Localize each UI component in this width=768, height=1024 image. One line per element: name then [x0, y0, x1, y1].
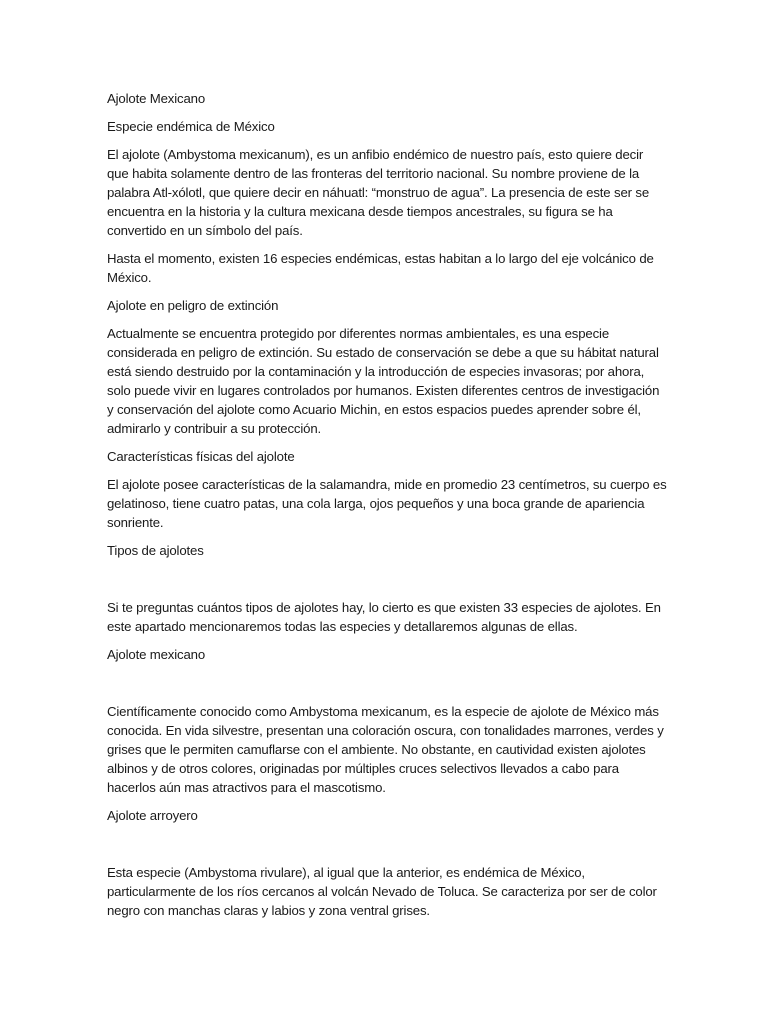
section-heading-extinction: Ajolote en peligro de extinción [107, 298, 279, 313]
section-body-arroyero: Esta especie (Ambystoma rivulare), al igual que la anterior, es endémica de México, particularmente de los ríos cercanos al volcán Nevado de Toluca. Se caracteriza por ser de color negro con manchas claras y labios y zona ventral grises. [107, 865, 657, 918]
document-subtitle: Especie endémica de México [107, 119, 275, 134]
document-body [107, 89, 667, 929]
intro-paragraph: El ajolote (Ambystoma mexicanum), es un anfibio endémico de nuestro país, esto quiere decir que habita solamente dentro de las fronteras del territorio nacional. Su nombre proviene de la palabra Atl-xólotl, que quiere decir en náhuatl: “monstruo de agua”. La presencia de este ser se encuentra en la historia y la cultura mexicana desde tiempos ancestrales, su figura se ha convertido en un símbolo del país. [107, 147, 650, 238]
document-title: Ajolote Mexicano [107, 91, 206, 106]
section-heading-types: Tipos de ajolotes [107, 543, 204, 558]
section-heading-mexicano: Ajolote mexicano [107, 647, 206, 662]
section-body-types: Si te preguntas cuántos tipos de ajolotes hay, lo cierto es que existen 33 especies de ajolotes. En este apartado mencionaremos todas las especies y detallaremos algunas de ellas. [107, 600, 661, 634]
section-body-characteristics: El ajolote posee características de la salamandra, mide en promedio 23 centímetros, su cuerpo es gelatinoso, tiene cuatro patas, una cola larga, ojos pequeños y una boca grande de apariencia sonriente. [107, 477, 667, 530]
section-body-mexicano: Científicamente conocido como Ambystoma mexicanum, es la especie de ajolote de México más conocida. En vida silvestre, presentan una coloración oscura, con tonalidades marrones, verdes y grises que le permiten camuflarse con el ambiente. No obstante, en cautividad existen ajolotes albinos y de otros colores, originadas por múltiples cruces selectivos llevados a cabo para hacerlos aún mas atractivos para el mascotismo. [107, 704, 664, 795]
species-paragraph: Hasta el momento, existen 16 especies endémicas, estas habitan a lo largo del eje volcánico de México. [107, 251, 654, 285]
section-heading-arroyero: Ajolote arroyero [107, 808, 198, 823]
section-body-extinction: Actualmente se encuentra protegido por diferentes normas ambientales, es una especie considerada en peligro de extinción. Su estado de conservación se debe a que su hábitat natural está siendo destruido por la contaminación y la introducción de especies invasoras; por ahora, solo puede vivir en lugares controlados por humanos. Existen diferentes centros de investigación y conservación del ajolote como Acuario Michin, en estos espacios puedes aprender sobre él, admirarlo y contribuir a su protección. [107, 326, 660, 436]
section-heading-characteristics: Características físicas del ajolote [107, 449, 295, 464]
